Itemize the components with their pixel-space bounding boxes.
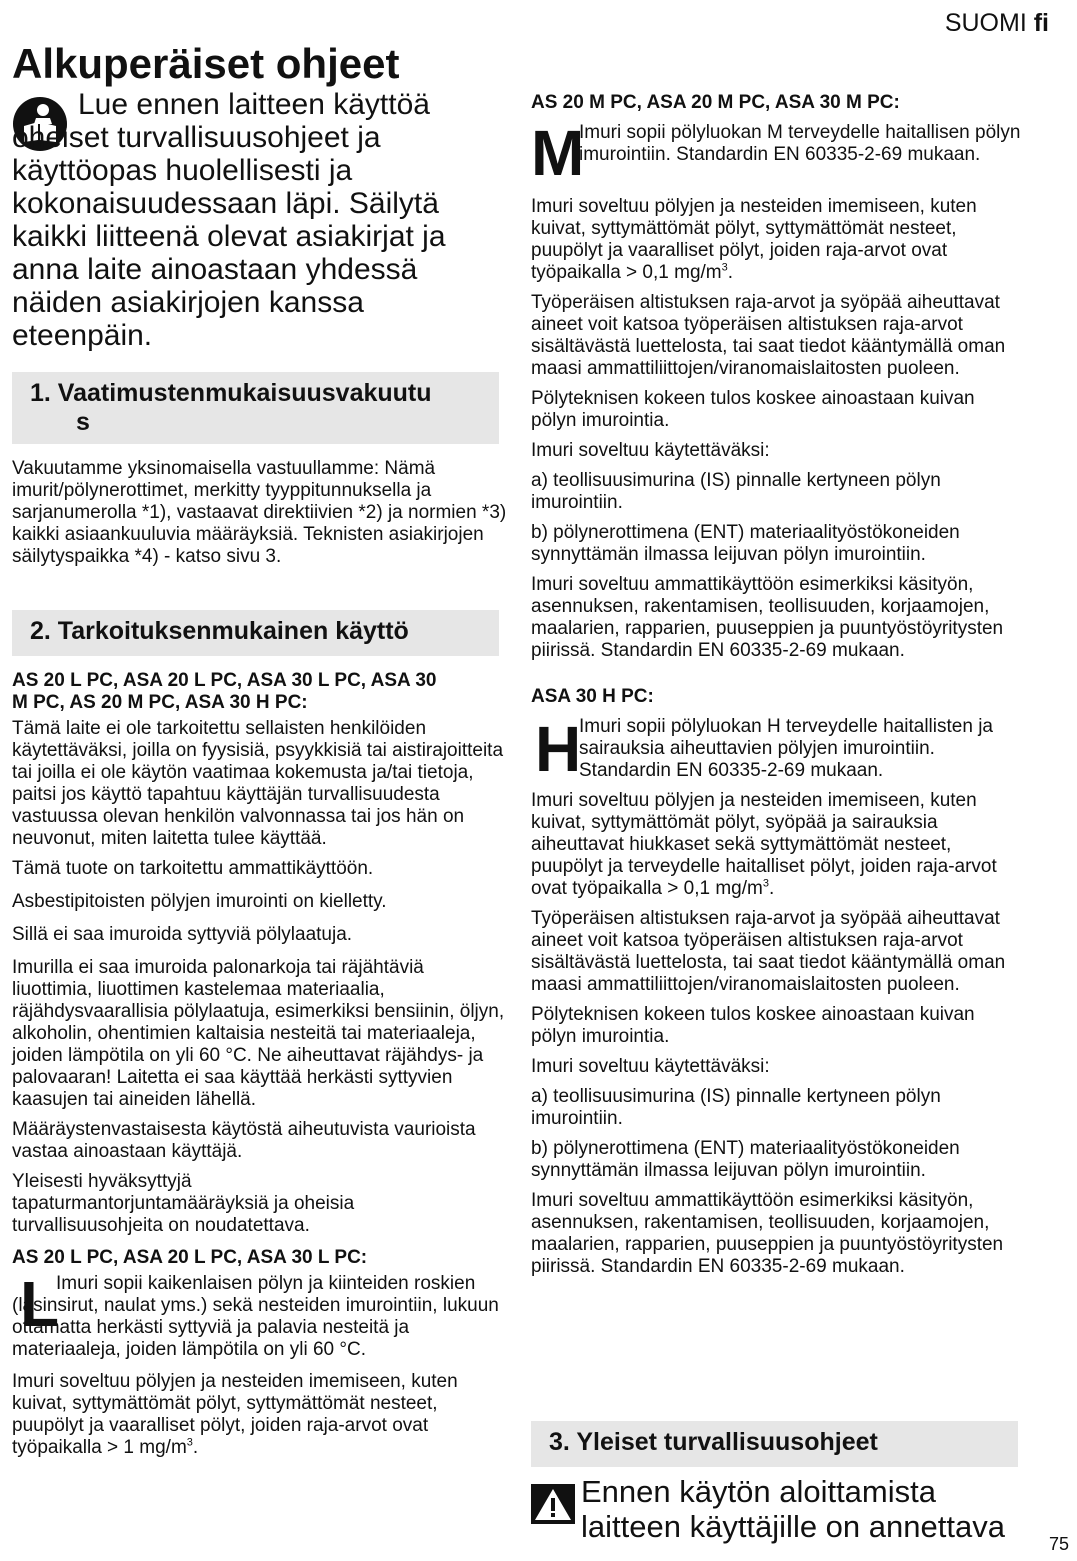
- paragraph: Työperäisen altistuksen raja-arvot ja syöpää aiheuttavat aineet voit katsoa työperäisen altistuksen raja-arvot sisältävästä luettelosta, tai saat tiedot kääntymällä oman maasi ammattiliittojen/viranomaislaitosten puoleen.: [531, 292, 1006, 379]
- paragraph: b) pölynerottimena (ENT) materiaalityöstökoneiden synnyttämän ilmassa leijuvan pölyn imurointiin.: [531, 522, 960, 565]
- dust-class-l-text: Imuri sopii kaikenlaisen pölyn ja kiinteiden roskien (lasinsirut, naulat yms.) sekä nesteiden imurointiin, lukuun ottamatta herkästi syttyviä ja palavia nesteitä ja materiaaleja, joiden lämpötila on yli 60 °C.: [12, 1273, 499, 1360]
- models-m-subheading: AS 20 M PC, ASA 20 M PC, ASA 30 M PC:: [531, 92, 900, 113]
- warning-icon: [531, 1484, 575, 1524]
- paragraph: Yleisesti hyväksyttyjä tapaturmantorjuntamääräyksiä ja oheisia turvallisuusohjeita on noudatettava.: [12, 1171, 355, 1236]
- page-number: 75: [1048, 1534, 1069, 1554]
- models-l-subheading: AS 20 L PC, ASA 20 L PC, ASA 30 L PC:: [12, 1247, 368, 1268]
- paragraph: Imuri soveltuu pölyjen ja nesteiden imemiseen, kuten kuivat, syttymättömät pölyt, syöpää ja sairauksia aiheuttavat hiukkaset sekä syttymättömät nesteet, puupölyt ja terveydelle haitalliset pölyt, joiden raja-arvot ovat työpaikalla > 0,1 $mg/m^3$.: [531, 790, 997, 899]
- dust-class-h-badge: H: [535, 713, 582, 785]
- left-column: [12, 670, 508, 1467]
- paragraph: Imuri soveltuu käytettäväksi:: [531, 440, 770, 461]
- models-h-subheading: ASA 30 H PC:: [531, 686, 654, 707]
- paragraph: Imuri soveltuu ammattikäyttöön esimerkiksi käsityön, asennuksen, rakentamisen, teollisuuden, korjaamojen, maalarien, rapparien, puuseppien ja puuntyöstöyritysten piirissä. Standardin EN 60335-2-69 mukaan.: [531, 1190, 1004, 1277]
- section-3-heading: 3. Yleiset turvallisuusohjeet: [531, 1421, 1018, 1467]
- paragraph: Imuri soveltuu ammattikäyttöön esimerkiksi käsityön, asennuksen, rakentamisen, teollisuuden, korjaamojen, maalarien, rapparien, puuseppien ja puuntyöstöyritysten piirissä. Standardin EN 60335-2-69 mukaan.: [531, 574, 1004, 661]
- section-2-heading: 2. Tarkoituksenmukainen käyttö: [12, 610, 499, 656]
- dust-class-m-badge: M: [531, 117, 585, 189]
- paragraph: a) teollisuusimurina (IS) pinnalle kertyneen pölyn imurointiin.: [531, 1086, 941, 1129]
- paragraph: a) teollisuusimurina (IS) pinnalle kertyneen pölyn imurointiin.: [531, 470, 941, 513]
- paragraph: Imurilla ei saa imuroida palonarkoja tai räjähtäviä liuottimia, liuottimen kastelemaa materiaalia, räjähdysvaarallisia pölylaatuja, esimerkiksi bensiinin, öljyn, alkoholin, ohentimien kaltaisia nesteitä tai materiaaleja, joiden lämpötila on yli 60 °C. Ne aiheuttavat räjähdys- ja palovaaran! Laitetta ei saa käyttää herkästi syttyvien kaasujen tai aineiden lähellä.: [12, 957, 505, 1110]
- header-language: SUOMI: [944, 9, 1027, 37]
- paragraph: Tämä laite ei ole tarkoitettu sellaisten henkilöiden käytettäväksi, joilla on fyysisiä, psyykkisiä tai aistirajoitteita tai joilla ei ole käytön vaatimaa kokemusta ja/tai tietoja, paitsi jos käyttö tapahtuu käyttäjän turvallisuudesta vastuussa olevan henkilön valvonnassa tai jos hän on neuvonut, miten laitetta tulee käyttää.: [12, 718, 504, 849]
- dust-class-h-text: Imuri sopii pölyluokan H terveydelle haitallisten ja sairauksia aiheuttavien pölyjen imurointiin. Standardin EN 60335-2-69 mukaan.: [579, 716, 993, 781]
- dust-class-m-text: Imuri sopii pölyluokan M terveydelle haitallisen pölyn imurointiin. Standardin EN 60335-2-69 mukaan.: [579, 122, 1021, 165]
- paragraph: Pölyteknisen kokeen tulos koskee ainoastaan kuivan pölyn imurointia.: [531, 1004, 975, 1047]
- section-1-heading: [12, 372, 499, 444]
- paragraph: Tämä tuote on tarkoitettu ammattikäyttöön.: [12, 858, 374, 879]
- paragraph: Imuri soveltuu käytettäväksi:: [531, 1056, 770, 1077]
- models-all-subheading: AS 20 L PC, ASA 20 L PC, ASA 30 L PC, ASA 30 M PC, AS 20 M PC, ASA 30 H PC:: [12, 670, 437, 713]
- paragraph: Pölyteknisen kokeen tulos koskee ainoastaan kuivan pölyn imurointia.: [531, 388, 975, 431]
- dust-class-l-block: [12, 1268, 508, 1361]
- dust-class-h-block: [531, 713, 1025, 785]
- dust-class-m-block: [531, 117, 1025, 189]
- header-lang-code: fi: [1033, 9, 1049, 37]
- right-column: [531, 92, 1025, 1286]
- paragraph: Määräystenvastaisesta käytöstä aiheutuvista vaurioista vastaa ainoastaan käyttäjä.: [12, 1119, 476, 1162]
- paragraph: Työperäisen altistuksen raja-arvot ja syöpää aiheuttavat aineet voit katsoa työperäisen altistuksen raja-arvot sisältävästä luettelosta, tai saat tiedot kääntymällä oman maasi ammattiliittojen/viranomaislaitosten puoleen.: [531, 908, 1006, 995]
- page-header: [945, 8, 1049, 38]
- dust-class-l-badge: L: [20, 1268, 60, 1340]
- section-1-heading-line2: s: [76, 408, 90, 436]
- paragraph: Asbestipitoisten pölyjen imurointi on kielletty.: [12, 891, 387, 912]
- page-title: Alkuperäiset ohjeet: [12, 40, 400, 87]
- intro-text: Lue ennen laitteen käyttöä oheiset turvallisuusohjeet ja käyttöopas huolellisesti ja kokonaisuudessaan läpi. Säilytä kaikki liitteenä olevat asiakirjat ja anna laite ainoastaan yhdessä näiden asiakirjojen kanssa eteenpäin.: [12, 88, 446, 352]
- paragraph: Sillä ei saa imuroida syttyviä pölylaatuja.: [12, 924, 353, 945]
- section-1-text: Vakuutamme yksinomaisella vastuullamme: Nämä imurit/pölynerottimet, merkitty tyyppitunnuksella ja sarjanumerolla *1), vastaavat direktiivien *2) ja normien *3) kaikki asiaankuuluvia määräyksiä. Teknisten asiakirjojen säilytyspaikka *4) - katso sivu 3.: [12, 458, 507, 567]
- paragraph: Imuri soveltuu pölyjen ja nesteiden imemiseen, kuten kuivat, syttymättömät pölyt, syttymättömät nesteet, puupölyt ja vaaralliset pölyt, joiden raja-arvot ovat työpaikalla > 1 $mg/m^3$.: [12, 1371, 458, 1458]
- section-1-heading-line1: 1. Vaatimustenmukaisuusvakuutu: [30, 379, 432, 407]
- paragraph: b) pölynerottimena (ENT) materiaalityöstökoneiden synnyttämän ilmassa leijuvan pölyn imurointiin.: [531, 1138, 960, 1181]
- warning-text: Ennen käytön aloittamista laitteen käyttäjille on annettava: [581, 1474, 1005, 1544]
- paragraph: Imuri soveltuu pölyjen ja nesteiden imemiseen, kuten kuivat, syttymättömät pölyt, syttymättömät nesteet, puupölyt ja vaaralliset pölyt, joiden raja-arvot ovat työpaikalla > 0,1 $mg/m^3$.: [531, 196, 977, 283]
